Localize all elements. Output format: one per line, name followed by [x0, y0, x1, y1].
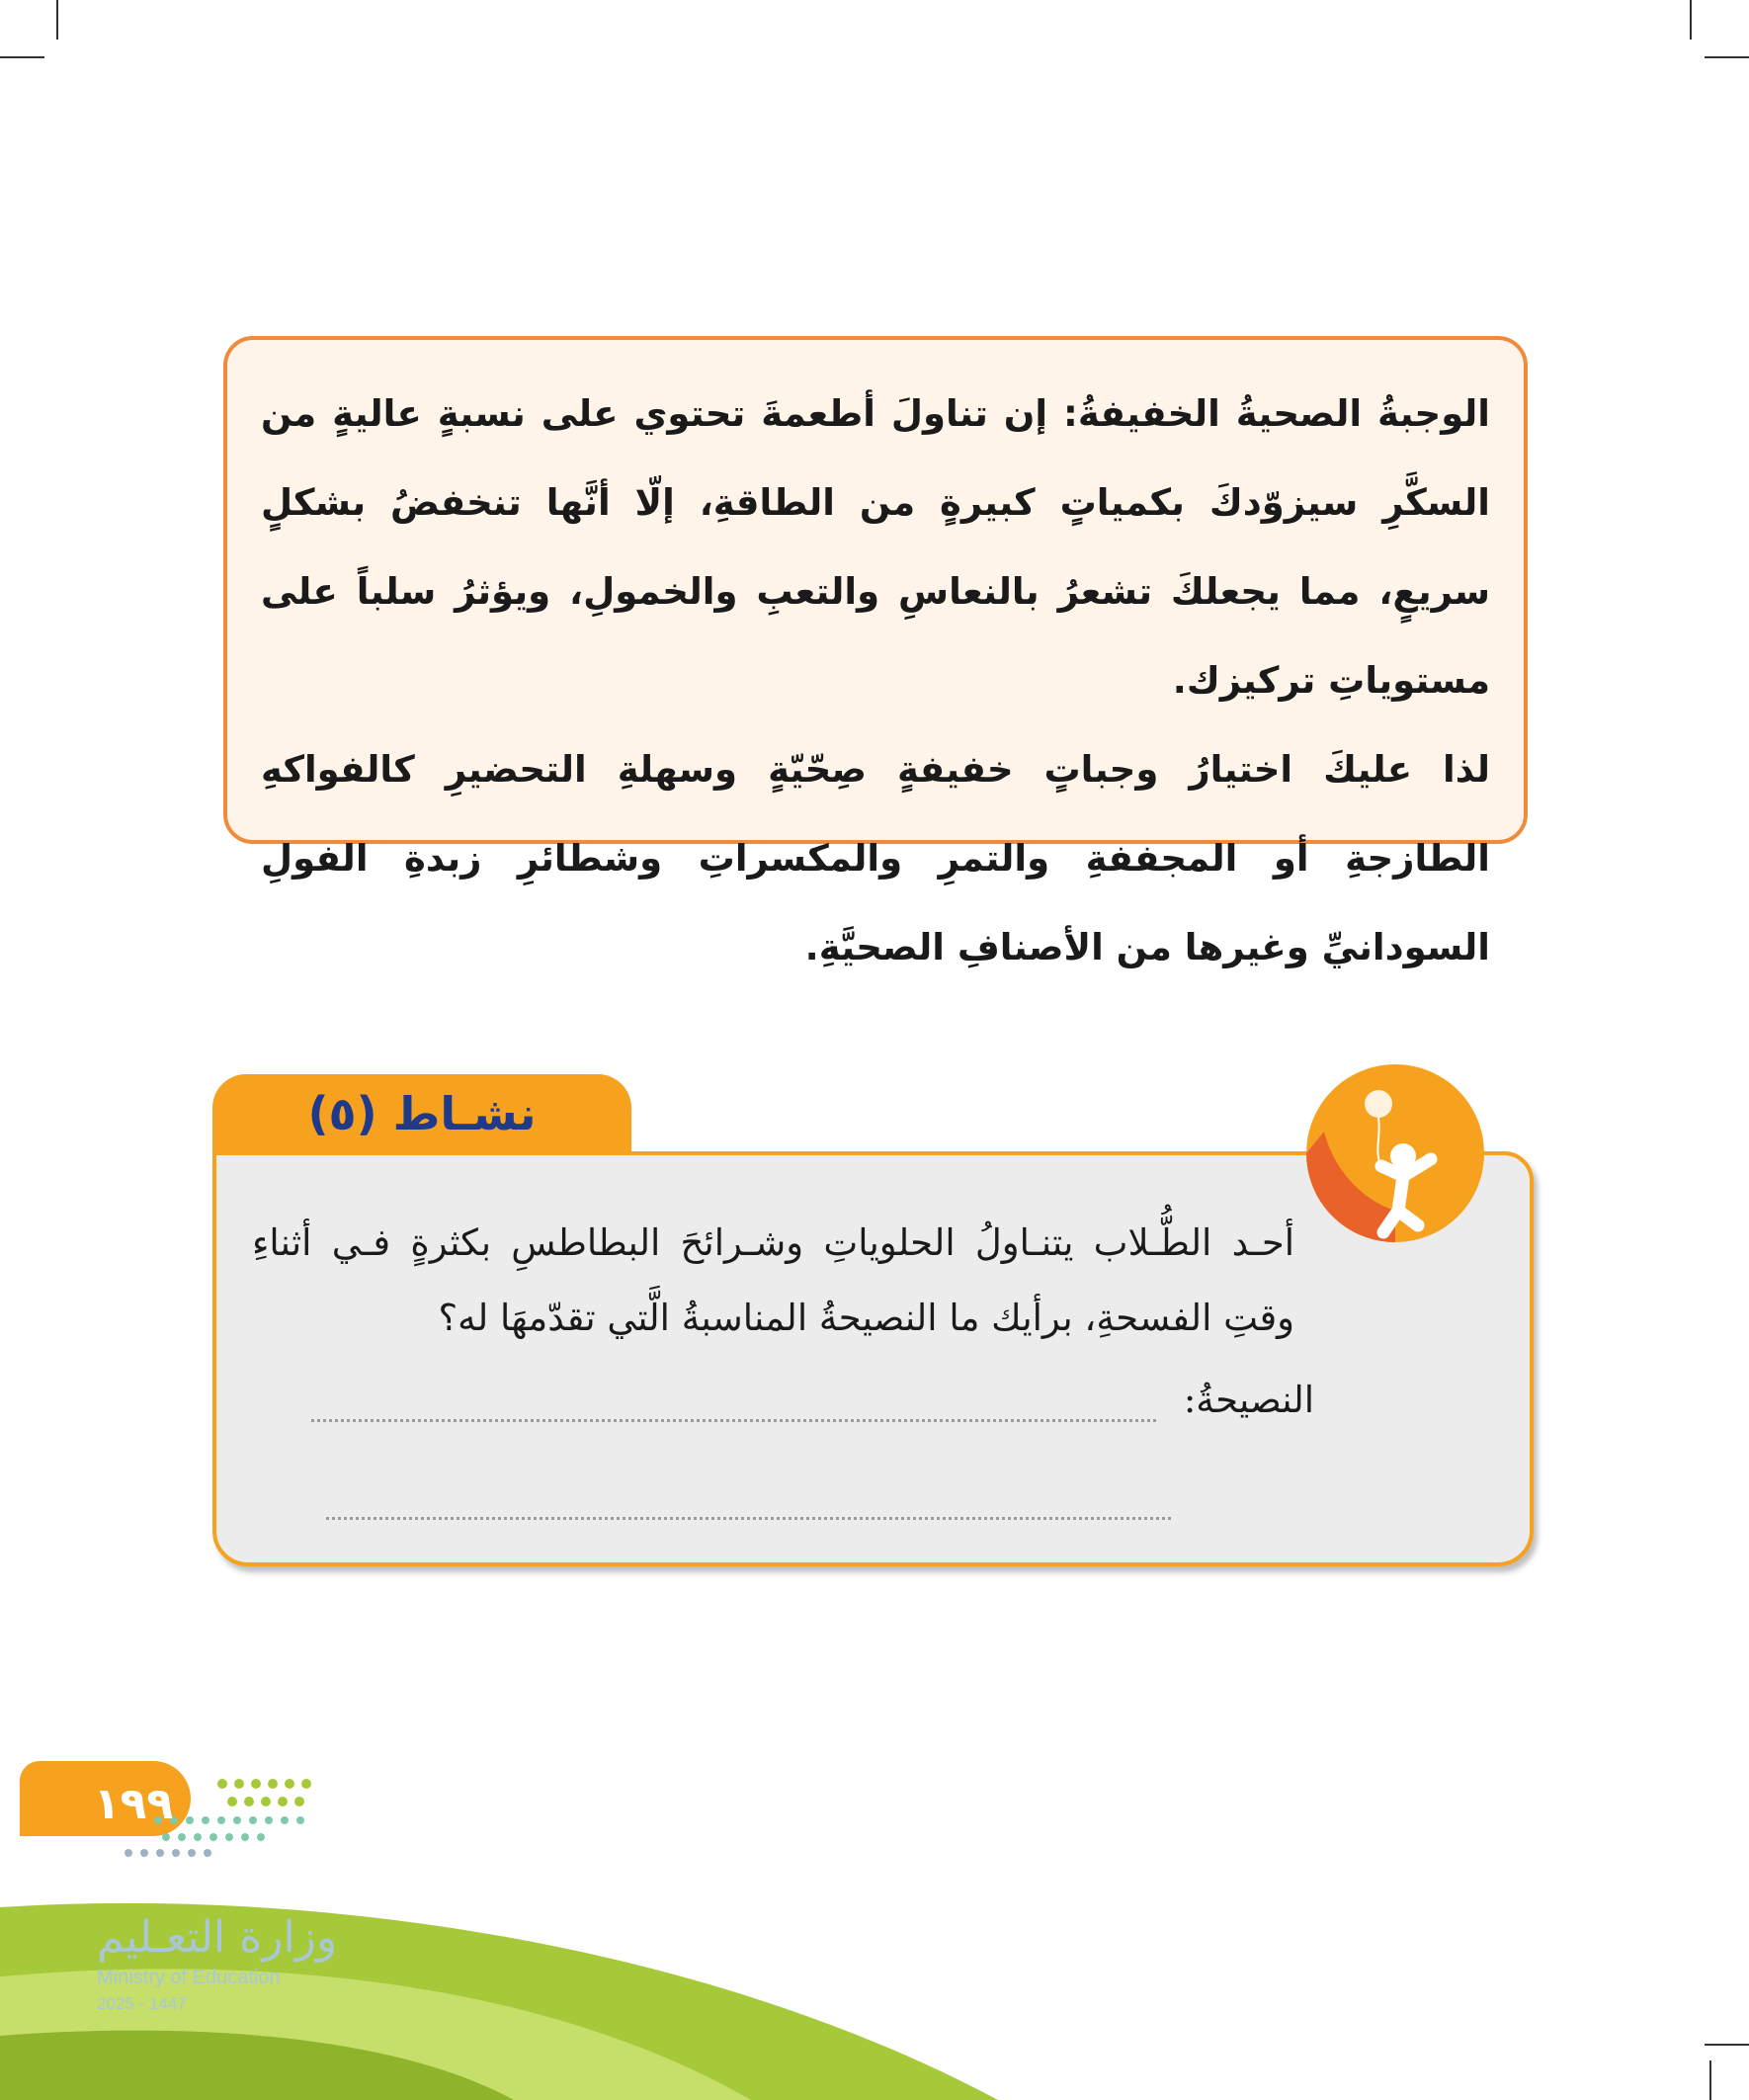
info-box	[223, 336, 1528, 968]
advice-label: النصيحةُ:	[1183, 1379, 1314, 1421]
info-paragraph: لذا عليكَ اختيارُ وجباتٍ خفيفةٍ صِحّيّةٍ وسهلةِ التحضيرِ كالفواكهِ الطازجةِ أو المجففةِ والتمرِ والمكسراتِ وشطائرِ زبدةِ الفولِ السودانيِّ وغيرها من الأصنافِ الصحيَّةِ.	[261, 748, 1490, 968]
ministry-logo-english: Ministry of Education	[97, 1967, 281, 1988]
activity-title-tab	[212, 1074, 631, 1153]
crop-mark	[56, 0, 58, 40]
ministry-logo-years: 2025 - 1447	[97, 1994, 187, 2013]
activity-title: نشـاط (٥)	[307, 1087, 537, 1140]
info-paragraph: الوجبةُ الصحيةُ الخفيفةُ: إن تناولَ أطعمةَ تحتوي على نسبةٍ عاليةٍ من السكَّرِ سيزوّدكَ بكمياتٍ كبيرةٍ من الطاقةِ، إلّا أنَّها تنخفضُ بشكلٍ سريعٍ، مما يجعلكَ تشعرُ بالنعاسِ والتعبِ والخمولِ، ويؤثرُ سلباً على مستوياتِ تركيزك.	[261, 392, 1490, 702]
answer-line[interactable]	[311, 1419, 1156, 1422]
crop-mark	[1705, 56, 1749, 58]
balloon-child-icon	[1304, 1062, 1487, 1245]
crop-mark	[0, 56, 44, 58]
activity-question: أحـد الطُّـلاب يتنـاولُ الحلوياتِ وشـرائحَ البطاطسِ بكثرةٍ فـي أثناءِ وقتِ الفسحةِ، برأيك ما النصيحةُ المناسبةُ الَّتي تقدّمهَا له؟	[252, 1221, 1294, 1339]
answer-line[interactable]	[326, 1517, 1171, 1520]
page-number: ١٩٩	[93, 1779, 174, 1829]
crop-mark	[1690, 0, 1692, 40]
ministry-logo-text: وزارة التعـليم	[97, 1912, 338, 1963]
